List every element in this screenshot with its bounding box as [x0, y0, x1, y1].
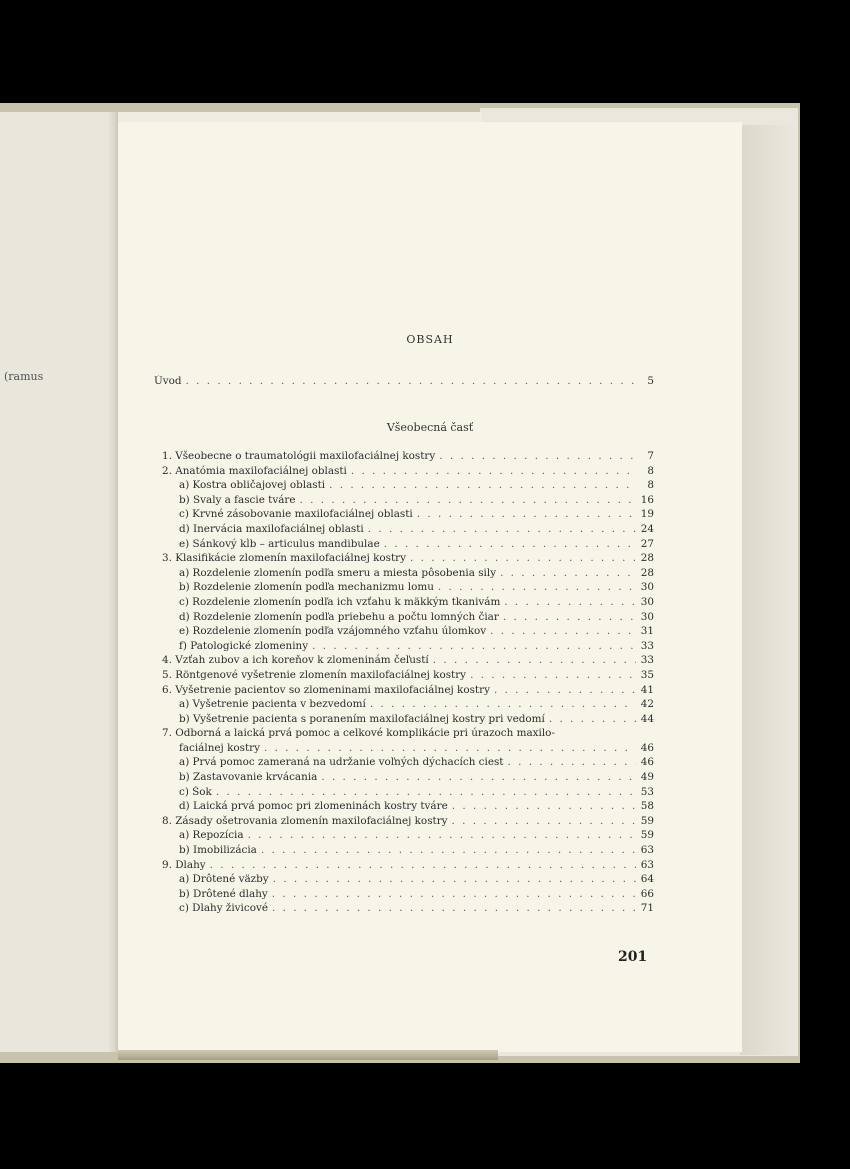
toc-entry-page: 41: [640, 683, 654, 696]
toc-entry: [162, 450, 654, 465]
toc-entry-label: Úvod: [154, 375, 182, 387]
toc-entry: [162, 800, 654, 815]
toc-intro-row: [154, 375, 654, 390]
toc-entry: [162, 815, 654, 830]
toc-entry-label: b) Imobilizácia: [179, 844, 257, 857]
toc-entry-page: 5: [647, 375, 654, 387]
toc-entry-label: 9. Dlahy: [162, 858, 206, 871]
toc-entry-page: 33: [640, 654, 654, 667]
toc-entry-page: 35: [640, 668, 654, 681]
toc-entry: [162, 479, 654, 494]
toc-leader-dots: [325, 479, 636, 491]
toc-entry: [162, 640, 654, 655]
toc-entry-page: 49: [640, 771, 654, 784]
toc-entry-page: 53: [640, 785, 654, 798]
toc-entry: [162, 713, 654, 728]
toc-entry-label: a) Repozícia: [179, 829, 244, 842]
toc-entry-page: 58: [640, 800, 654, 813]
toc-entry: [162, 611, 654, 626]
toc-entry-page: 8: [647, 464, 654, 477]
toc-entry-label: e) Rozdelenie zlomenín podľa vzájomného vzťahu úlomkov: [179, 625, 487, 638]
toc-leader-dots: [260, 742, 636, 754]
page-number: 201: [618, 949, 648, 965]
toc-entry: [162, 888, 654, 903]
toc-entry: [162, 771, 654, 786]
toc-entry-page: 19: [640, 508, 654, 521]
toc-entry-label: c) Rozdelenie zlomenín podľa ich vzťahu k mäkkým tkanivám: [179, 595, 501, 608]
toc-entry-label: d) Laická prvá pomoc pri zlomeninách kostry tváre: [179, 800, 448, 813]
toc-entry-page: 28: [640, 552, 654, 565]
toc-entry-label: f) Patologické zlomeniny: [179, 639, 309, 652]
toc-entry-label: d) Inervácia maxilofaciálnej oblasti: [179, 522, 364, 535]
toc-entry: [162, 873, 654, 888]
toc-entry: [162, 844, 654, 859]
toc-entry-label: faciálnej kostry: [179, 741, 260, 754]
toc-entry: [162, 567, 654, 582]
toc-leader-dots: [503, 756, 636, 768]
toc-entry: [162, 596, 654, 611]
toc-entry-label: 3. Klasifikácie zlomenín maxilofaciálnej kostry: [162, 552, 407, 565]
toc-entry-label: b) Svaly a fascie tváre: [179, 493, 296, 506]
toc-entry: [162, 581, 654, 596]
toc-leader-dots: [257, 844, 636, 856]
toc-entry-label: 6. Vyšetrenie pacientov so zlomeninami maxilofaciálnej kostry: [162, 683, 490, 696]
toc-leader-dots: [206, 859, 636, 871]
toc-entry-label: d) Rozdelenie zlomenín podľa priebehu a počtu lomných čiar: [179, 610, 499, 623]
left-page-fragment: (ramus: [4, 370, 44, 383]
toc-leader-dots: [364, 523, 636, 535]
toc-leader-dots: [296, 494, 636, 506]
toc-entry: [162, 465, 654, 480]
toc-leader-dots: [366, 698, 636, 710]
toc-entry: [162, 727, 654, 742]
toc-entry-label: b) Drôtené dlahy: [179, 887, 268, 900]
toc-entry-page: 44: [640, 712, 654, 725]
toc-entry-page: 59: [640, 829, 654, 842]
toc-entry-label: c) Šok: [179, 785, 212, 798]
toc-entry-label: 4. Vzťah zubov a ich koreňov k zlomeninám čeľustí: [162, 654, 429, 667]
toc-entry: [162, 494, 654, 509]
left-page: [0, 112, 118, 1052]
toc-entry-page: 66: [640, 887, 654, 900]
toc-entry-page: 33: [640, 639, 654, 652]
toc-leader-dots: [182, 375, 636, 387]
toc-entry-label: 5. Röntgenové vyšetrenie zlomenín maxilofaciálnej kostry: [162, 668, 467, 681]
toc-entry: [162, 698, 654, 713]
toc-entry-page: 71: [640, 902, 654, 915]
toc-leader-dots: [406, 552, 636, 564]
toc-entry-label: b) Zastavovanie krvácania: [179, 771, 318, 784]
toc-entry-label: a) Rozdelenie zlomenín podľa smeru a miesta pôsobenia sily: [179, 566, 497, 579]
toc-leader-dots: [317, 771, 636, 783]
section-title: Všeobecná časť: [386, 421, 474, 434]
toc-entry-label: b) Rozdelenie zlomenín podľa mechanizmu lomu: [179, 581, 434, 594]
toc-entry: [162, 902, 654, 917]
page-title: OBSAH: [406, 333, 454, 346]
toc-entry: [162, 742, 654, 757]
toc-leader-dots: [268, 888, 636, 900]
toc-entry-page: 28: [640, 566, 654, 579]
toc-entry-page: 8: [647, 479, 654, 492]
toc-entry: [162, 538, 654, 553]
toc-leader-dots: [268, 902, 636, 914]
toc-entry-label: 2. Anatómia maxilofaciálnej oblasti: [162, 464, 347, 477]
toc-leader-dots: [448, 800, 636, 812]
toc-entry-page: 27: [640, 537, 654, 550]
toc-entry-page: 64: [640, 873, 654, 886]
toc-leader-dots: [496, 567, 636, 579]
toc-leader-dots: [499, 611, 636, 623]
toc-leader-dots: [212, 786, 636, 798]
toc-entry-label: a) Prvá pomoc zameraná na udržanie voľných dýchacích ciest: [179, 756, 504, 769]
page-edge: [740, 125, 798, 1055]
toc-entry: [162, 669, 654, 684]
toc-entry: [162, 684, 654, 699]
toc-entry-page: 30: [640, 581, 654, 594]
toc-entry-page: 46: [640, 741, 654, 754]
toc-entry-label: a) Vyšetrenie pacienta v bezvedomí: [179, 698, 366, 711]
toc-entry-label: 8. Zásady ošetrovania zlomenín maxilofaciálnej kostry: [162, 814, 448, 827]
toc-entry: [162, 523, 654, 538]
toc-leader-dots: [500, 596, 636, 608]
toc-entry-label: 7. Odborná a laická prvá pomoc a celkové komplikácie pri úrazoch maxilo-: [162, 727, 555, 740]
toc-entry-page: 31: [640, 625, 654, 638]
toc-entry: [162, 654, 654, 669]
toc-entry-label: a) Drôtené väzby: [179, 873, 269, 886]
toc-leader-dots: [429, 654, 636, 666]
toc-entry-page: 59: [640, 814, 654, 827]
toc-entry-page: 46: [640, 756, 654, 769]
toc-leader-dots: [490, 684, 636, 696]
toc-leader-dots: [308, 640, 636, 652]
toc-entry: [162, 756, 654, 771]
toc-entry-page: 16: [640, 493, 654, 506]
toc-leader-dots: [380, 538, 636, 550]
toc-entry-page: 30: [640, 610, 654, 623]
toc-entry-label: 1. Všeobecne o traumatológii maxilofaciálnej kostry: [162, 450, 436, 462]
toc-leader-dots: [347, 465, 636, 477]
toc-entry-label: c) Krvné zásobovanie maxilofaciálnej oblasti: [179, 508, 413, 521]
toc-entry-page: 63: [640, 858, 654, 871]
toc-leader-dots: [413, 508, 636, 520]
toc-entry-page: 7: [647, 450, 654, 462]
page-top-edge: [118, 112, 482, 122]
toc-leader-dots: [545, 713, 636, 725]
toc-leader-dots: [244, 829, 636, 841]
toc-entry: [162, 859, 654, 874]
toc-leader-dots: [434, 581, 636, 593]
toc-entry-page: 42: [640, 698, 654, 711]
toc-entry-label: e) Sánkový kĺb – articulus mandibulae: [179, 537, 380, 550]
table-of-contents: [162, 450, 654, 917]
toc-leader-dots: [486, 625, 636, 637]
toc-leader-dots: [448, 815, 636, 827]
toc-entry: [162, 786, 654, 801]
toc-entry-label: c) Dlahy živicové: [179, 902, 268, 915]
toc-leader-dots: [466, 669, 636, 681]
toc-entry-page: 63: [640, 844, 654, 857]
toc-entry: [162, 552, 654, 567]
toc-leader-dots: [435, 450, 636, 462]
toc-entry: [162, 829, 654, 844]
toc-entry-label: a) Kostra obličajovej oblasti: [179, 479, 326, 492]
toc-entry: [162, 508, 654, 523]
toc-leader-dots: [269, 873, 636, 885]
toc-entry-label: b) Vyšetrenie pacienta s poranením maxilofaciálnej kostry pri vedomí: [179, 712, 545, 725]
toc-entry-page: 30: [640, 595, 654, 608]
toc-entry: [162, 625, 654, 640]
toc-entry-page: 24: [640, 522, 654, 535]
book-bottom-edge: [118, 1050, 498, 1060]
